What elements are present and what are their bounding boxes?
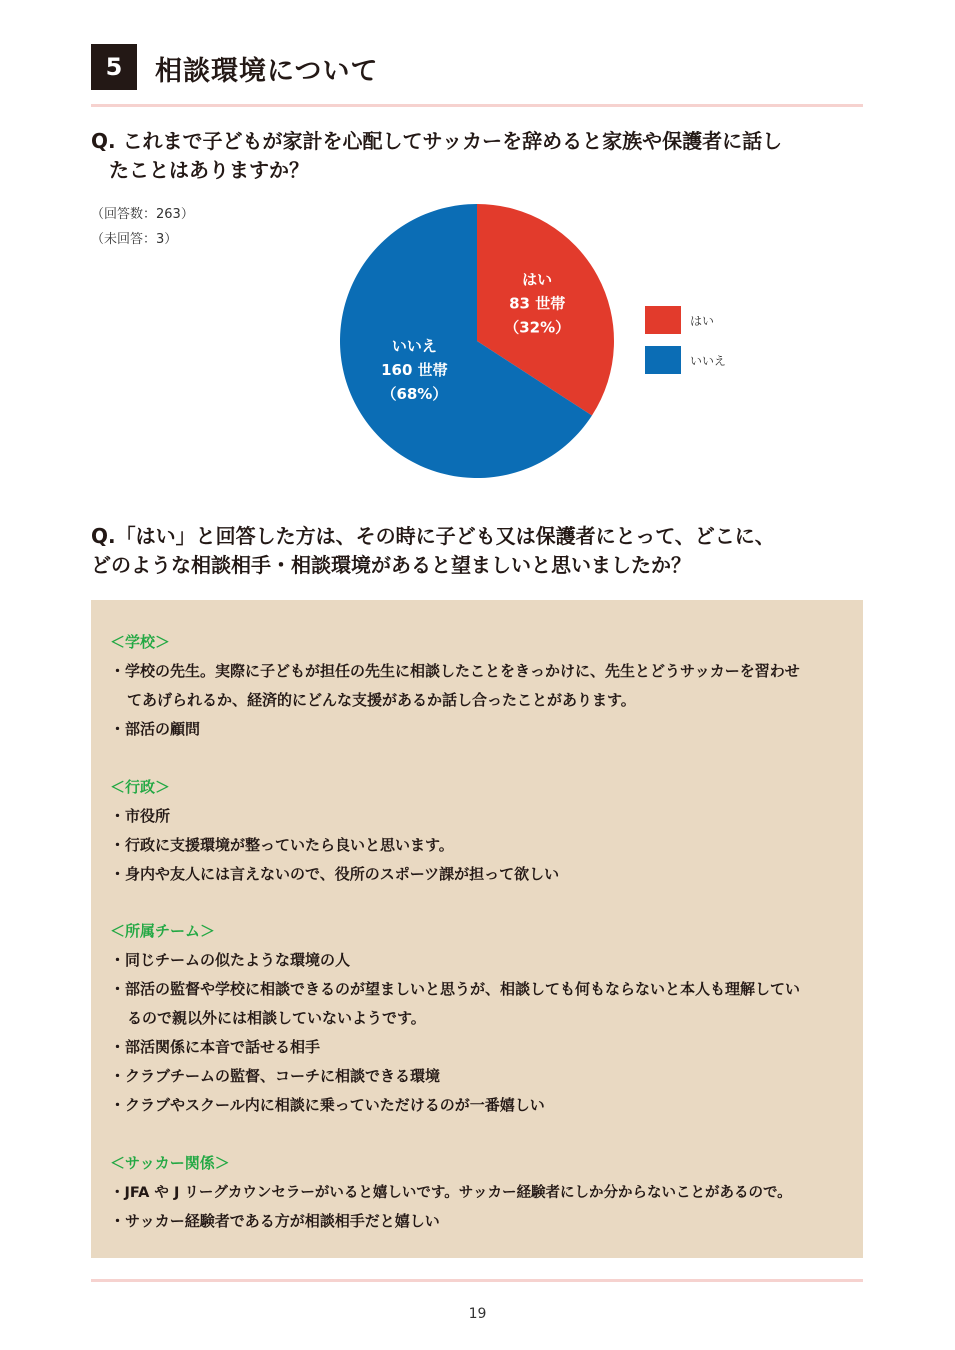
category-admin: ＜行政＞ [110,778,171,796]
legend-swatch-no [645,346,681,374]
pie-label-yes: （32%） [504,318,571,337]
pie-label-yes: 83 世帯 [509,294,566,313]
legend-label-no: いいえ [690,354,727,368]
answer-item: ・身内や友人には言えないので、役所のスポーツ課が担って欲しい [110,865,560,883]
footer-divider [91,1279,863,1282]
question-1 [91,127,871,185]
legend-swatch-yes [645,306,681,334]
answer-item: ・クラブやスクール内に相談に乗っていただけるのが一番嬉しい [110,1096,545,1114]
section-number: 5 [91,44,137,90]
section-title: 相談環境について [155,56,379,87]
pie-chart [320,195,630,485]
answer-item: ・行政に支援環境が整っていたら良いと思います。 [110,836,454,854]
answer-item: ・市役所 [110,807,171,825]
response-count: （回答数：263） [91,207,194,222]
answer-item: ・部活関係に本音で話せる相手 [110,1038,321,1056]
pie-label-yes: はい [522,270,553,289]
question-1-line1: Q. これまで子どもが家計を心配してサッカーを辞めると家族や保護者に話し [91,129,783,153]
answer-item: ・学校の先生。実際に子どもが担任の先生に相談したことをきっかけに、先生とどうサッカーを習わせ [110,662,800,680]
pie-label-no: 160 世帯 [381,361,448,380]
answer-item: ・JFA や J リーグカウンセラーがいると嬉しいです。サッカー経験者にしか分からないことがあるので。 [110,1185,792,1201]
answer-item: ・部活の顧問 [110,720,201,738]
header-divider [91,104,863,107]
answer-item: ・サッカー経験者である方が相談相手だと嬉しい [110,1212,440,1230]
answer-item: ・同じチームの似たような環境の人 [110,951,351,969]
question-1-line2: たことはありますか？ [109,158,309,182]
category-team: ＜所属チーム＞ [110,922,216,940]
no-answer-count: （未回答：3） [91,232,178,247]
page-number: 19 [468,1306,487,1322]
legend-label-yes: はい [690,314,715,328]
pie-label-no: （68%） [381,385,448,404]
answer-item: ・クラブチームの監督、コーチに相談できる環境 [110,1067,441,1085]
answer-item-continued: るので親以外には相談していないようです。 [127,1009,426,1027]
answer-item: ・部活の監督や学校に相談できるのが望ましいと思うが、相談しても何もならないと本人も理解してい [110,980,801,998]
question-2 [91,522,871,580]
answer-item-continued: てあげられるか、経済的にどんな支援があるか話し合ったことがあります。 [127,691,636,709]
pie-label-no: いいえ [391,337,437,356]
category-soccer: ＜サッカー関係＞ [110,1154,230,1172]
category-school: ＜学校＞ [110,633,171,651]
question-2-line2: どのような相談相手・相談環境があると望ましいと思いましたか？ [91,553,691,577]
question-2-line1: Q.「はい」と回答した方は、その時に子ども又は保護者にとって、どこに、 [91,524,775,548]
